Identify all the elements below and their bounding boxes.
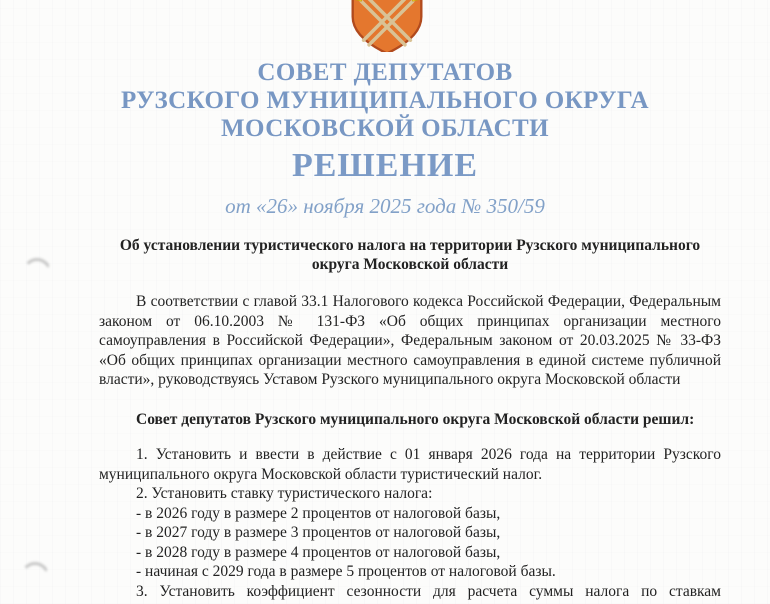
resolution-item: - в 2026 году в размере 2 процентов от налоговой базы,	[136, 504, 501, 522]
document-date-number: от «26» ноября 2025 года № 350/59	[225, 194, 545, 218]
org-name-line1: СОВЕТ ДЕПУТАТОВ	[257, 59, 513, 86]
coat-of-arms-icon	[348, 0, 426, 52]
resolution-item: - начиная с 2029 года в размере 5 процентов от налоговой базы.	[136, 563, 556, 580]
org-name-line3: МОСКОВСКОЙ ОБЛАСТИ	[221, 115, 549, 142]
resolution-items-list	[99, 445, 721, 601]
document-type-title: РЕШЕНИЕ	[291, 147, 479, 184]
org-name-line2: РУЗСКОГО МУНИЦИПАЛЬНОГО ОКРУГА	[121, 87, 649, 114]
resolution-item: 1. Установить и ввести в действие с 01 января 2026 года на территории Рузского муниципального округа Московской области туристический налог.	[99, 446, 721, 483]
resolution-intro-line: Совет депутатов Рузского муниципального округа Московской области решил:	[136, 410, 695, 428]
resolution-item: 3. Установить коэффициент сезонности для расчета суммы налога по ставкам	[136, 582, 721, 600]
document-subject-title: Об установлении туристического налога на территории Рузского муниципального округа Московской области	[119, 237, 701, 273]
preamble-paragraph: В соответствии с главой 33.1 Налогового кодекса Российской Федерации, Федеральным законом от 06.10.2003 № 131-ФЗ «Об общих принципах организации местного самоуправления в Российской Федерации», Федеральным законом от 20.03.2025 № 33-ФЗ «Об общих принципах организации местного самоуправления в единой системе публичной власти», руководствуясь Уставом Рузского муниципального округа Московской области	[99, 293, 721, 388]
punch-hole-shadow-top	[22, 258, 52, 274]
document-header	[0, 0, 770, 219]
punch-hole-shadow-bottom	[20, 562, 50, 578]
resolution-item: - в 2027 году в размере 3 процентов от налоговой базы,	[136, 524, 501, 541]
document-body	[99, 236, 721, 601]
resolution-item: - в 2028 году в размере 4 процентов от налоговой базы,	[136, 543, 501, 561]
ruza-coat-of-arms-emblem	[348, 0, 426, 52]
resolution-item: 2. Установить ставку туристического налога:	[136, 485, 433, 502]
